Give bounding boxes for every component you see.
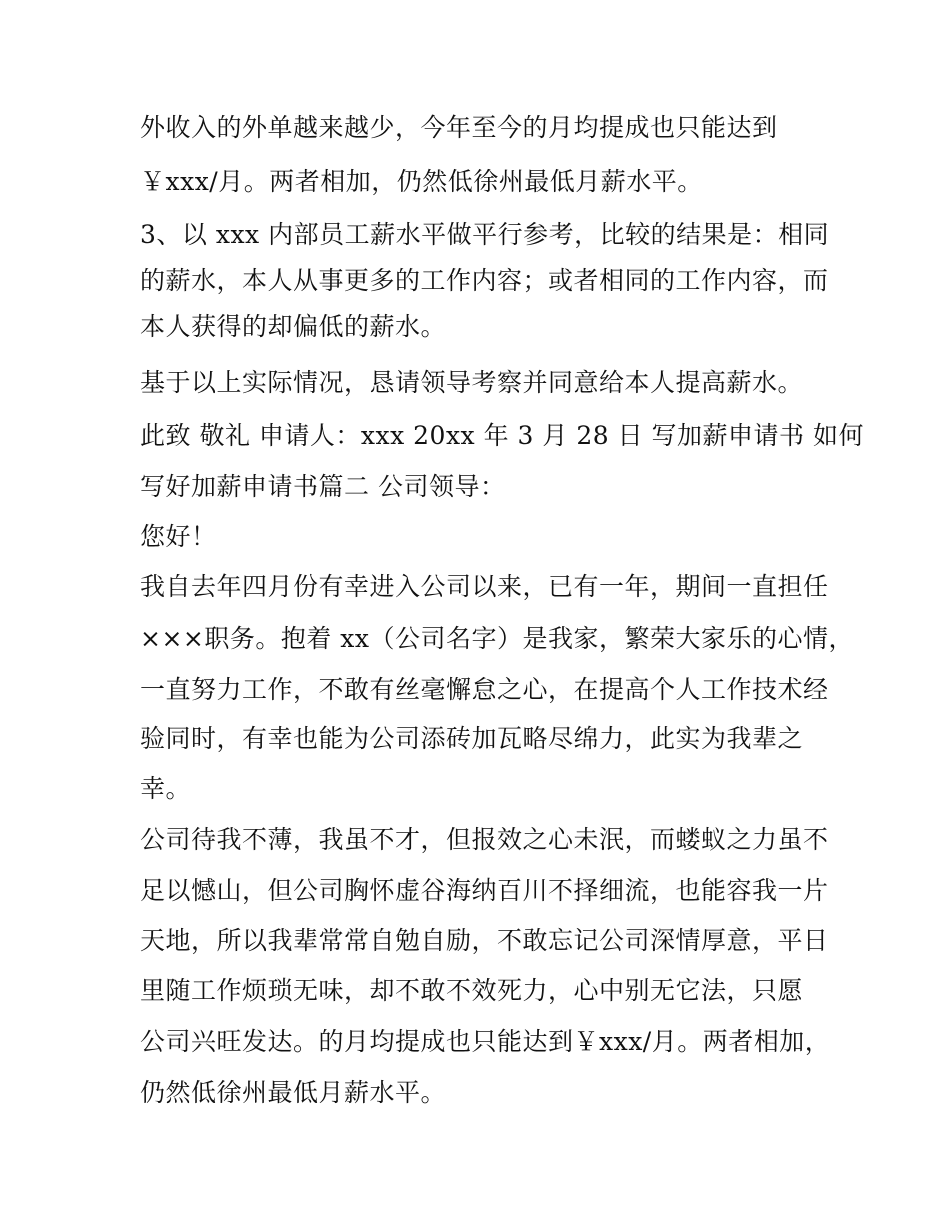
text-line: 外收入的外单越来越少，今年至今的月均提成也只能达到	[140, 113, 778, 142]
text-line: 写好加薪申请书篇二 公司领导：	[140, 472, 506, 501]
text-line: ×××职务。抱着 xx（公司名字）是我家，繁荣大家乐的心情，	[140, 624, 854, 653]
text-line: 3、以 xxx 内部员工薪水平做平行参考，比较的结果是：相同	[140, 220, 830, 249]
text-line: 您好！	[140, 522, 217, 551]
text-line: 里随工作烦琐无味，却不敢不效死力，心中别无它法，只愿	[140, 976, 804, 1005]
text-line: 的薪水，本人从事更多的工作内容；或者相同的工作内容，而	[140, 266, 829, 295]
text-line: 仍然低徐州最低月薪水平。	[140, 1078, 447, 1107]
text-line: 验同时，有幸也能为公司添砖加瓦略尽绵力，此实为我辈之	[140, 724, 804, 753]
text-line: ￥xxx/月。两者相加，仍然低徐州最低月薪水平。	[140, 167, 703, 196]
text-line: 天地，所以我辈常常自勉自励，不敢忘记公司深情厚意，平日	[140, 926, 829, 955]
text-line: 幸。	[140, 774, 192, 803]
text-line: 基于以上实际情况，恳请领导考察并同意给本人提高薪水。	[140, 368, 804, 397]
text-line: 一直努力工作，不敢有丝毫懈怠之心，在提高个人工作技术经	[140, 675, 829, 704]
text-line: 本人获得的却偏低的薪水。	[140, 312, 447, 341]
text-line: 足以憾山，但公司胸怀虚谷海纳百川不择细流，也能容我一片	[140, 876, 829, 905]
text-line: 公司兴旺发达。的月均提成也只能达到￥xxx/月。两者相加，	[140, 1027, 831, 1056]
text-line: 我自去年四月份有幸进入公司以来，已有一年，期间一直担任	[140, 572, 829, 601]
text-line: 此致 敬礼 申请人：xxx 20xx 年 3 月 28 日 写加薪申请书 如何	[140, 421, 864, 450]
text-line: 公司待我不薄，我虽不才，但报效之心未泯，而蝼蚁之力虽不	[140, 825, 829, 854]
